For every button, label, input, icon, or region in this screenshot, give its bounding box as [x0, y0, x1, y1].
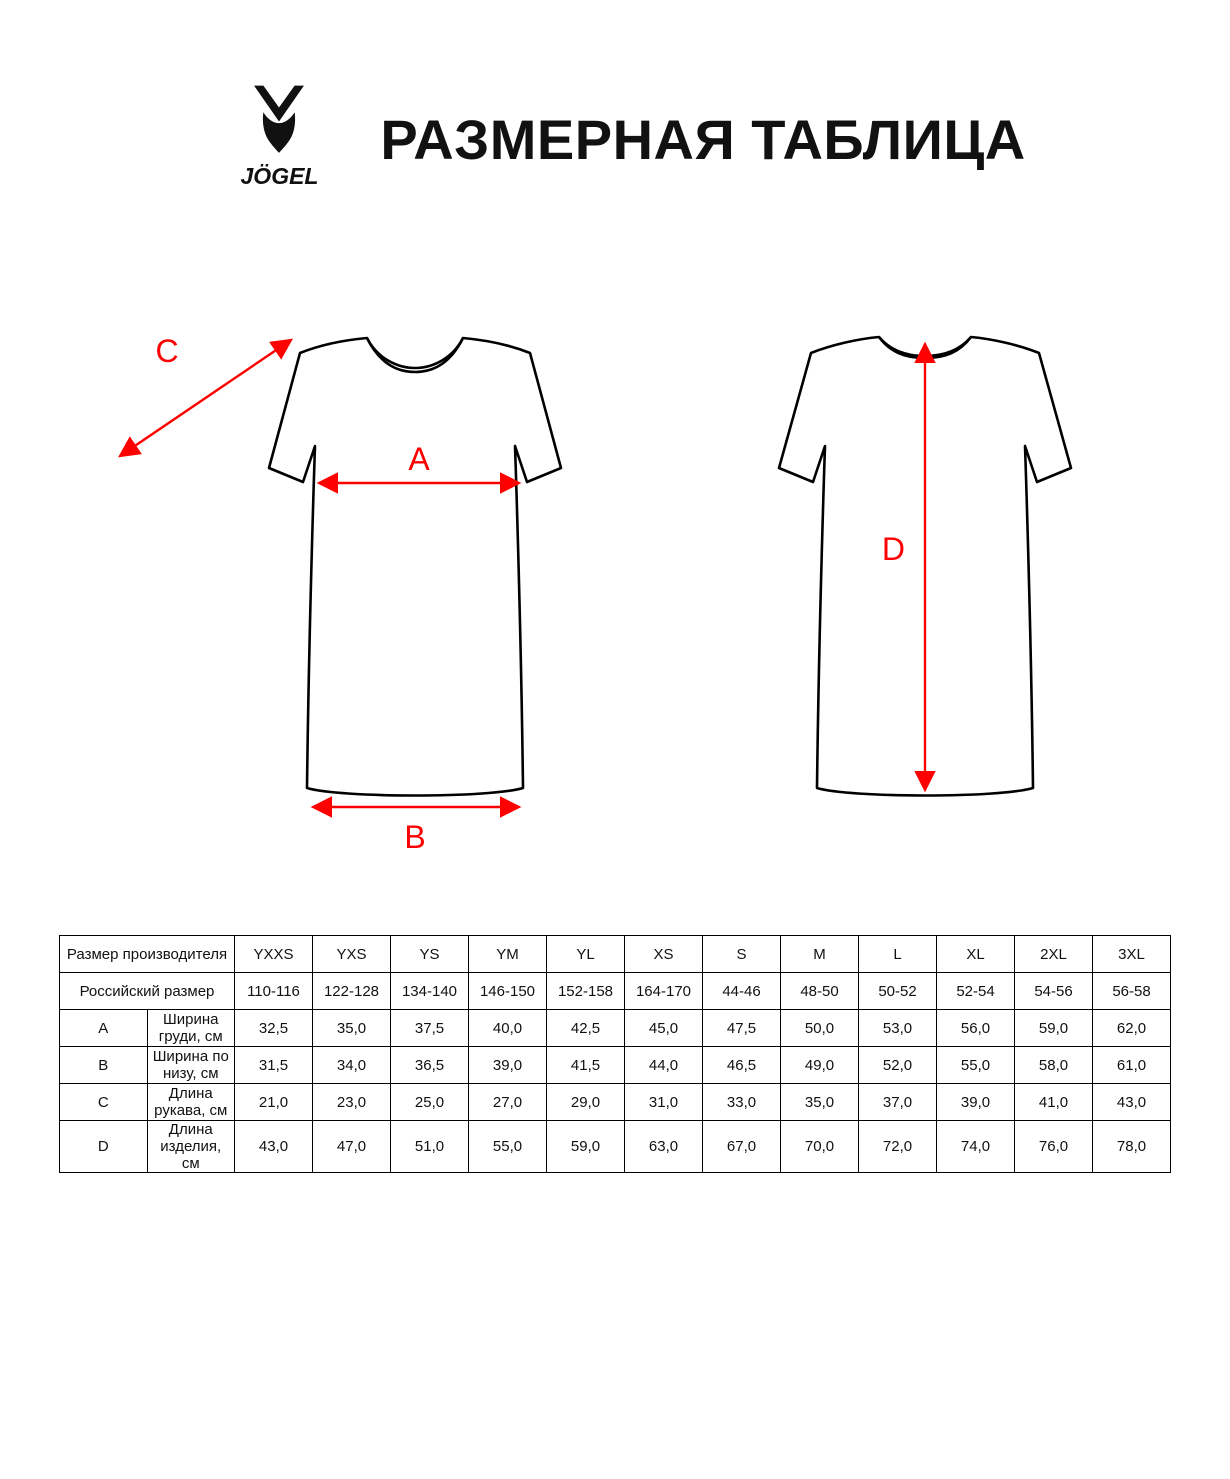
size-table-body — [60, 936, 1171, 1173]
measure-cell: 35,0 — [313, 1010, 391, 1047]
measure-cell: 34,0 — [313, 1047, 391, 1084]
measure-cell: 46,5 — [703, 1047, 781, 1084]
russian-size-cell: 146-150 — [469, 973, 547, 1010]
measure-cell: 41,0 — [1015, 1084, 1093, 1121]
measure-cell: 44,0 — [625, 1047, 703, 1084]
tshirt-diagram — [95, 320, 1135, 880]
russian-size-cell: 48-50 — [781, 973, 859, 1010]
measure-cell: 37,5 — [391, 1010, 469, 1047]
manufacturer-size-cell: YXXS — [235, 936, 313, 973]
measure-cell: 21,0 — [235, 1084, 313, 1121]
row-label: Ширина груди, см — [147, 1010, 235, 1047]
russian-size-cell: 50-52 — [859, 973, 937, 1010]
measure-cell: 76,0 — [1015, 1121, 1093, 1173]
measure-cell: 53,0 — [859, 1010, 937, 1047]
manufacturer-size-cell: 2XL — [1015, 936, 1093, 973]
measure-cell: 70,0 — [781, 1121, 859, 1173]
measure-cell: 59,0 — [547, 1121, 625, 1173]
measure-cell: 61,0 — [1093, 1047, 1171, 1084]
row-label: Длина изделия, см — [147, 1121, 235, 1173]
measure-cell: 31,5 — [235, 1047, 313, 1084]
row-key: B — [60, 1047, 148, 1084]
jogel-logo-icon — [240, 81, 318, 159]
table-row-b — [60, 1047, 1171, 1084]
measure-cell: 31,0 — [625, 1084, 703, 1121]
measure-cell: 52,0 — [859, 1047, 937, 1084]
brand-wordmark — [217, 161, 342, 191]
measure-cell: 72,0 — [859, 1121, 937, 1173]
manufacturer-size-cell: XL — [937, 936, 1015, 973]
manufacturer-size-cell: XS — [625, 936, 703, 973]
measure-cell: 32,5 — [235, 1010, 313, 1047]
manufacturer-size-cell: YL — [547, 936, 625, 973]
manufacturer-size-label: Размер производителя — [60, 936, 235, 973]
measure-cell: 36,5 — [391, 1047, 469, 1084]
russian-size-cell: 54-56 — [1015, 973, 1093, 1010]
manufacturer-size-cell: YXS — [313, 936, 391, 973]
measure-cell: 39,0 — [937, 1084, 1015, 1121]
russian-size-cell: 44-46 — [703, 973, 781, 1010]
manufacturer-size-cell: L — [859, 936, 937, 973]
size-table-wrapper — [59, 935, 1171, 1173]
measure-cell: 49,0 — [781, 1047, 859, 1084]
row-label: Длина рукава, см — [147, 1084, 235, 1121]
measure-cell: 25,0 — [391, 1084, 469, 1121]
brand-logo — [204, 81, 354, 206]
russian-size-label: Российский размер — [60, 973, 235, 1010]
table-row-a — [60, 1010, 1171, 1047]
measure-cell: 58,0 — [1015, 1047, 1093, 1084]
russian-size-cell: 152-158 — [547, 973, 625, 1010]
measure-cell: 27,0 — [469, 1084, 547, 1121]
measure-cell: 39,0 — [469, 1047, 547, 1084]
manufacturer-size-cell: 3XL — [1093, 936, 1171, 973]
measure-cell: 74,0 — [937, 1121, 1015, 1173]
measure-cell: 29,0 — [547, 1084, 625, 1121]
table-row-c — [60, 1084, 1171, 1121]
measure-cell: 45,0 — [625, 1010, 703, 1047]
manufacturer-size-cell: YM — [469, 936, 547, 973]
russian-size-cell: 52-54 — [937, 973, 1015, 1010]
measure-a-label: A — [408, 441, 430, 477]
measure-cell: 67,0 — [703, 1121, 781, 1173]
measure-cell: 51,0 — [391, 1121, 469, 1173]
russian-size-cell: 134-140 — [391, 973, 469, 1010]
tshirt-front-outline — [269, 338, 561, 796]
row-key: D — [60, 1121, 148, 1173]
russian-size-cell: 164-170 — [625, 973, 703, 1010]
page-title: РАЗМЕРНАЯ ТАБЛИЦА — [380, 108, 1026, 171]
measure-cell: 37,0 — [859, 1084, 937, 1121]
measure-c-arrow — [120, 340, 291, 456]
russian-size-cell: 110-116 — [235, 973, 313, 1010]
table-row-manufacturer — [60, 936, 1171, 973]
manufacturer-size-cell: YS — [391, 936, 469, 973]
measure-cell: 33,0 — [703, 1084, 781, 1121]
measure-b-label: B — [404, 819, 426, 855]
row-label: Ширина по низу, см — [147, 1047, 235, 1084]
row-key: C — [60, 1084, 148, 1121]
measure-cell: 43,0 — [1093, 1084, 1171, 1121]
measure-cell: 62,0 — [1093, 1010, 1171, 1047]
measure-cell: 78,0 — [1093, 1121, 1171, 1173]
measure-cell: 63,0 — [625, 1121, 703, 1173]
russian-size-cell: 122-128 — [313, 973, 391, 1010]
measure-cell: 47,0 — [313, 1121, 391, 1173]
measure-cell: 35,0 — [781, 1084, 859, 1121]
measure-c-label: C — [155, 333, 179, 369]
manufacturer-size-cell: M — [781, 936, 859, 973]
svg-text:JÖGEL: JÖGEL — [240, 162, 319, 189]
measure-cell: 43,0 — [235, 1121, 313, 1173]
measure-d-label: D — [881, 531, 905, 567]
measure-cell: 55,0 — [937, 1047, 1015, 1084]
measure-cell: 59,0 — [1015, 1010, 1093, 1047]
measure-cell: 40,0 — [469, 1010, 547, 1047]
size-table — [59, 935, 1171, 1173]
manufacturer-size-cell: S — [703, 936, 781, 973]
measure-cell: 42,5 — [547, 1010, 625, 1047]
measure-cell: 50,0 — [781, 1010, 859, 1047]
russian-size-cell: 56-58 — [1093, 973, 1171, 1010]
row-key: A — [60, 1010, 148, 1047]
measure-cell: 47,5 — [703, 1010, 781, 1047]
measure-cell: 56,0 — [937, 1010, 1015, 1047]
measure-cell: 41,5 — [547, 1047, 625, 1084]
measure-cell: 55,0 — [469, 1121, 547, 1173]
page-header — [0, 78, 1230, 208]
measure-cell: 23,0 — [313, 1084, 391, 1121]
table-row-russian — [60, 973, 1171, 1010]
table-row-d — [60, 1121, 1171, 1173]
